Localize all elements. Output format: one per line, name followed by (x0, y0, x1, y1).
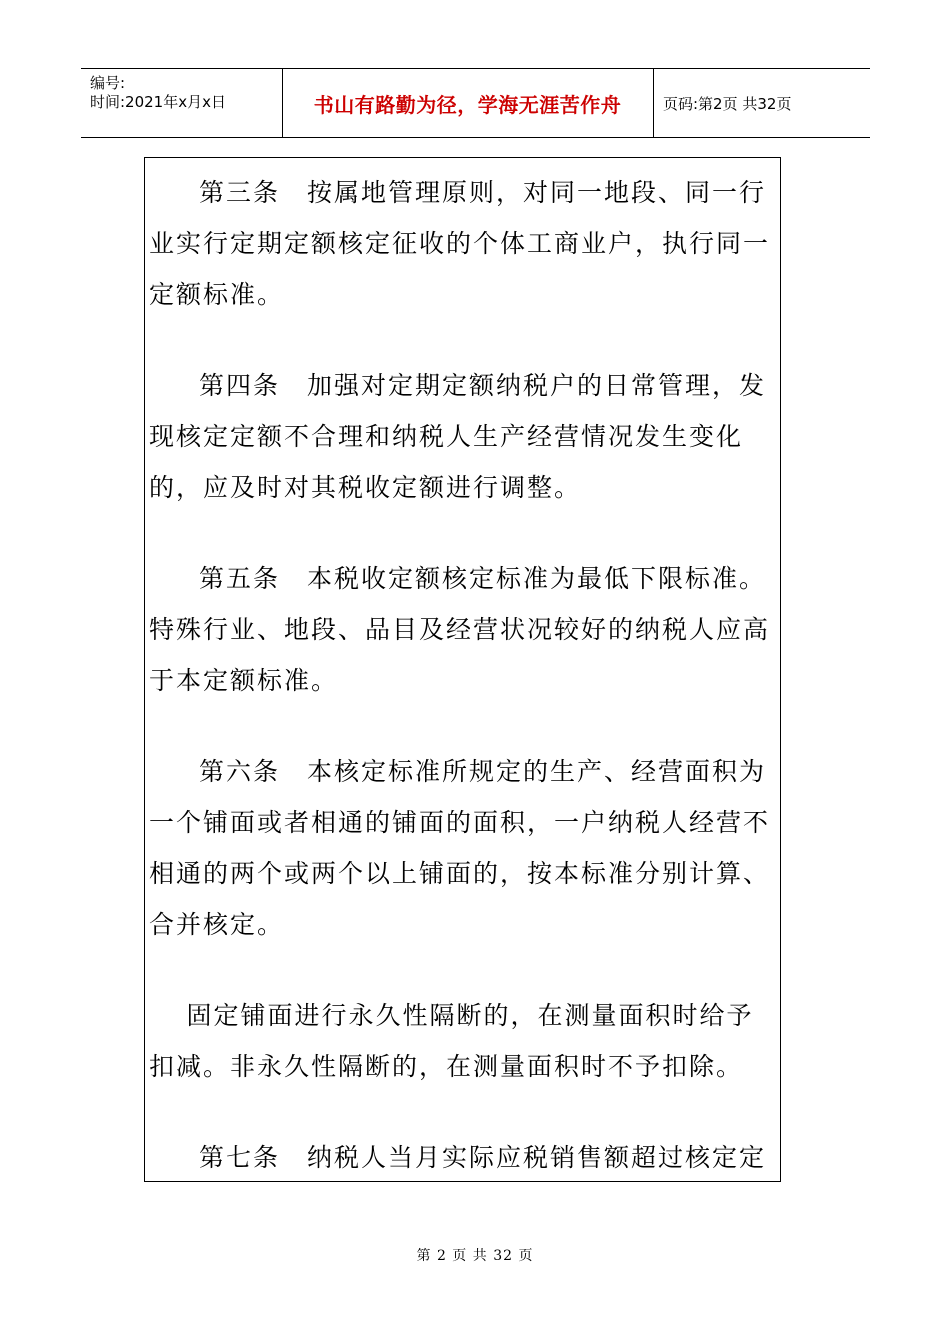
document-number-label: 编号: (90, 74, 126, 92)
header-divider-right (653, 69, 654, 137)
header-page-code: 页码:第2页 共32页 (663, 94, 792, 113)
article-6: 第六条 本核定标准所规定的生产、经营面积为一个铺面或者相通的铺面的面积，一户纳税人经营不相通的两个或两个以上铺面的，按本标准分别计算、合并核定。 (149, 757, 771, 939)
header-motto: 书山有路勤为径，学海无涯苦作舟 (313, 92, 622, 117)
document-time-label: 时间:2021年x月x日 (90, 93, 226, 111)
article-4: 第四条 加强对定期定额纳税户的日常管理，发现核定定额不合理和纳税人生产经营情况发生变化的，应及时对其税收定额进行调整。 (149, 371, 767, 502)
article-5: 第五条 本税收定额核定标准为最低下限标准。特殊行业、地段、品目及经营状况较好的纳税人应高于本定额标准。 (149, 564, 771, 695)
content-box (144, 157, 781, 1182)
header-meta (90, 74, 226, 112)
article-6-supplement: 固定铺面进行永久性隔断的，在测量面积时给予扣减。非永久性隔断的，在测量面积时不予扣除。 (149, 1001, 754, 1081)
page-header (81, 68, 870, 138)
article-3: 第三条 按属地管理原则，对同一地段、同一行业实行定期定额核定征收的个体工商业户，执行同一定额标准。 (149, 178, 771, 309)
article-7: 第七条 纳税人当月实际应税销售额超过核定定 (199, 1143, 767, 1172)
page-footer: 第 2 页 共 32 页 (416, 1248, 534, 1264)
document-body (145, 158, 780, 1182)
